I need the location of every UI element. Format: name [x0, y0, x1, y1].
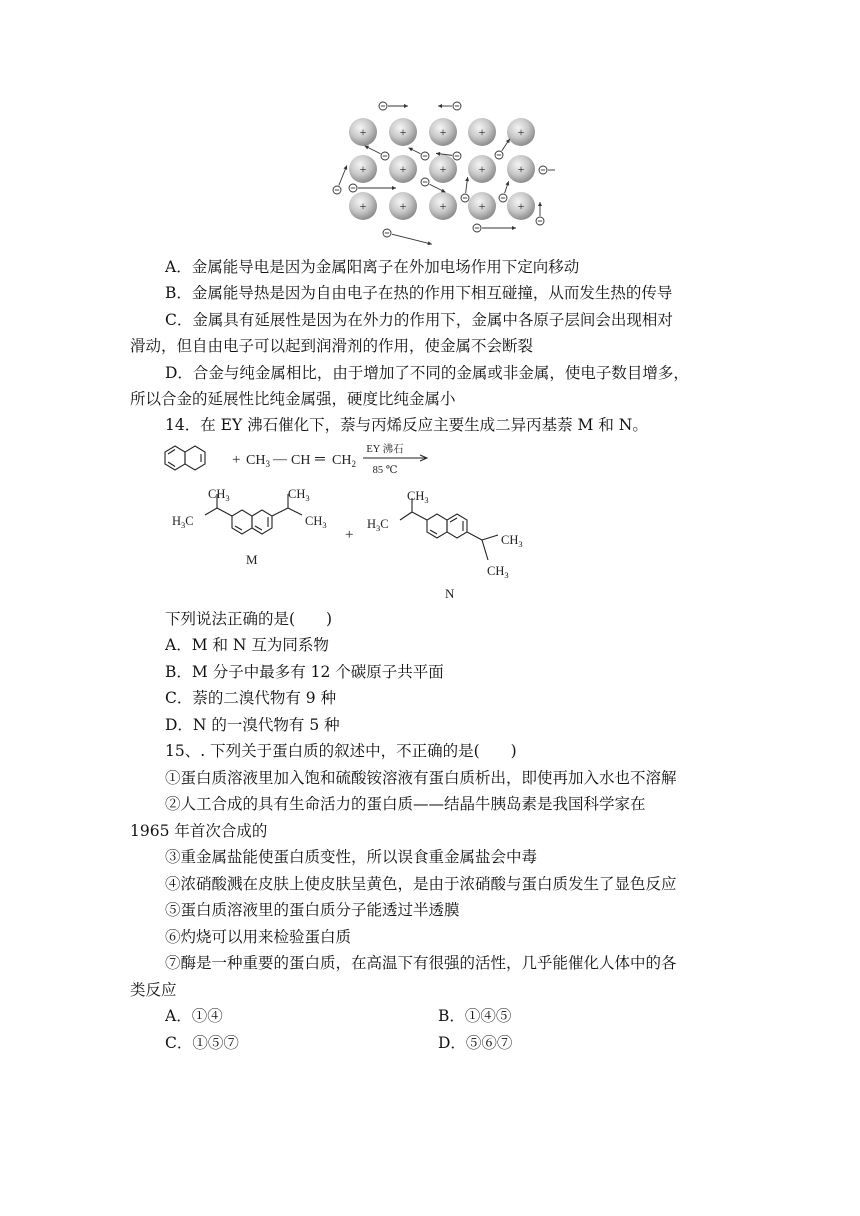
svg-text:CH: CH — [291, 453, 311, 468]
electron-motion-arrow — [392, 234, 432, 244]
q15-item-6: ⑥灼烧可以用来检验蛋白质 — [165, 928, 352, 946]
svg-text:—: — — [273, 452, 287, 467]
condition-label: 85 ℃ — [372, 465, 398, 476]
q15-option-c: C．①⑤⑦ — [165, 1034, 239, 1052]
arrowhead — [505, 181, 509, 185]
cation-charge-label: + — [399, 162, 407, 176]
cation-charge-label: + — [517, 199, 525, 213]
plus-sign: + — [232, 452, 241, 468]
q15-option-b: B．①④⑤ — [438, 1007, 512, 1025]
q14-stem: 14．在 EY 沸石催化下，萘与丙烯反应主要生成二异丙基萘 M 和 N。 — [165, 416, 648, 434]
q15-item-7-line2: 类反应 — [130, 981, 177, 999]
svg-text:CH3: $CH_3$ — [288, 487, 310, 503]
cation-charge-label: + — [399, 199, 407, 213]
arrowhead — [392, 186, 396, 190]
q15-item-2-line2: 1965 年首次合成的 — [130, 822, 268, 840]
naphthalene-structure — [165, 446, 205, 470]
q13-option-c-line2: 滑动，但自由电子可以起到润滑剂的作用，使金属不会断裂 — [130, 337, 534, 355]
svg-text:CH3: $CH_3$ — [305, 514, 327, 530]
cation-charge-label: + — [478, 162, 486, 176]
cation-charge-label: + — [439, 199, 447, 213]
q13-option-b: B．金属能导热是因为自由电子在热的作用下相互碰撞，从而发生热的传导 — [165, 284, 673, 302]
arrowhead — [506, 139, 510, 143]
cation-charge-label: + — [478, 199, 486, 213]
svg-text:H3C: $H_3C$ — [367, 517, 389, 533]
cation-charge-label: + — [359, 125, 367, 139]
cation-charge-label: + — [359, 162, 367, 176]
svg-text:CH2: $CH_2$ — [332, 453, 356, 469]
q13-option-d-line1: D．合金与纯金属相比，由于增加了不同的金属或非金属，使电子数目增多， — [165, 364, 689, 382]
label-m: M — [246, 552, 258, 567]
metal-lattice-figure — [325, 98, 555, 248]
svg-text:H3C: $H_3C$ — [172, 514, 194, 530]
q13-option-c-line1: C．金属具有延展性是因为在外力的作用下，金属中各原子层间会出现相对 — [165, 311, 673, 329]
svg-text:═: ═ — [315, 452, 325, 467]
metal-ion-grid — [349, 118, 535, 220]
cation-charge-label: + — [478, 125, 486, 139]
arrowhead — [512, 226, 516, 230]
q15-item-4: ④浓硝酸溅在皮肤上使皮肤呈黄色，是由于浓硝酸与蛋白质发生了显色反应 — [165, 875, 677, 893]
q15-stem: 15、. 下列关于蛋白质的叙述中，不正确的是( ) — [165, 742, 517, 760]
cation-charge-label: + — [359, 199, 367, 213]
q15-item-3: ③重金属盐能使蛋白质变性，所以误食重金属盐会中毒 — [165, 848, 538, 866]
svg-text:CH3: $CH_3$ — [246, 453, 270, 469]
cation-charge-label: + — [399, 125, 407, 139]
arrowhead — [438, 104, 442, 108]
label-n: N — [445, 586, 455, 601]
q13-option-d-line2: 所以合金的延展性比纯金属强，硬度比纯金属小 — [130, 390, 456, 408]
q14-option-d: D．N 的一溴代物有 5 种 — [165, 716, 340, 734]
q14-prompt: 下列说法正确的是( ) — [165, 610, 333, 628]
plus-sign: + — [345, 527, 354, 543]
svg-text:CH3: $CH_3$ — [501, 533, 523, 549]
q13-option-a: A．金属能导电是因为金属阳离子在外加电场作用下定向移动 — [165, 258, 580, 276]
svg-text:CH3: $CH_3$ — [208, 487, 230, 503]
arrowhead — [427, 241, 431, 245]
products-structures — [160, 480, 580, 605]
q15-option-d: D．⑤⑥⑦ — [438, 1034, 513, 1052]
svg-text:CH3: $CH_3$ — [407, 489, 429, 505]
q15-option-a: A．①④ — [165, 1007, 223, 1025]
product-n-structure — [400, 498, 498, 560]
arrowhead — [538, 202, 542, 206]
q15-item-1: ①蛋白质溶液里加入饱和硫酸铵溶液有蛋白质析出，即使再加入水也不溶解 — [165, 769, 677, 787]
q15-item-7-line1: ⑦酶是一种重要的蛋白质，在高温下有很强的活性，几乎能催化人体中的各 — [165, 954, 677, 972]
reaction-equation — [160, 440, 440, 480]
q15-item-2-line1: ②人工合成的具有生命活力的蛋白质——结晶牛胰岛素是我国科学家在 — [165, 795, 646, 813]
q15-item-5: ⑤蛋白质溶液里的蛋白质分子能透过半透膜 — [165, 901, 460, 919]
catalyst-label: EY 沸石 — [366, 444, 404, 455]
svg-text:CH3: $CH_3$ — [487, 564, 509, 580]
q14-option-c: C．萘的二溴代物有 9 种 — [165, 689, 337, 707]
q14-option-b: B．M 分子中最多有 12 个碳原子共平面 — [165, 663, 444, 681]
cation-charge-label: + — [517, 125, 525, 139]
cation-charge-label: + — [439, 125, 447, 139]
arrowhead — [404, 104, 408, 108]
cation-charge-label: + — [439, 162, 447, 176]
q14-option-a: A．M 和 N 互为同系物 — [165, 636, 329, 654]
cation-charge-label: + — [517, 162, 525, 176]
